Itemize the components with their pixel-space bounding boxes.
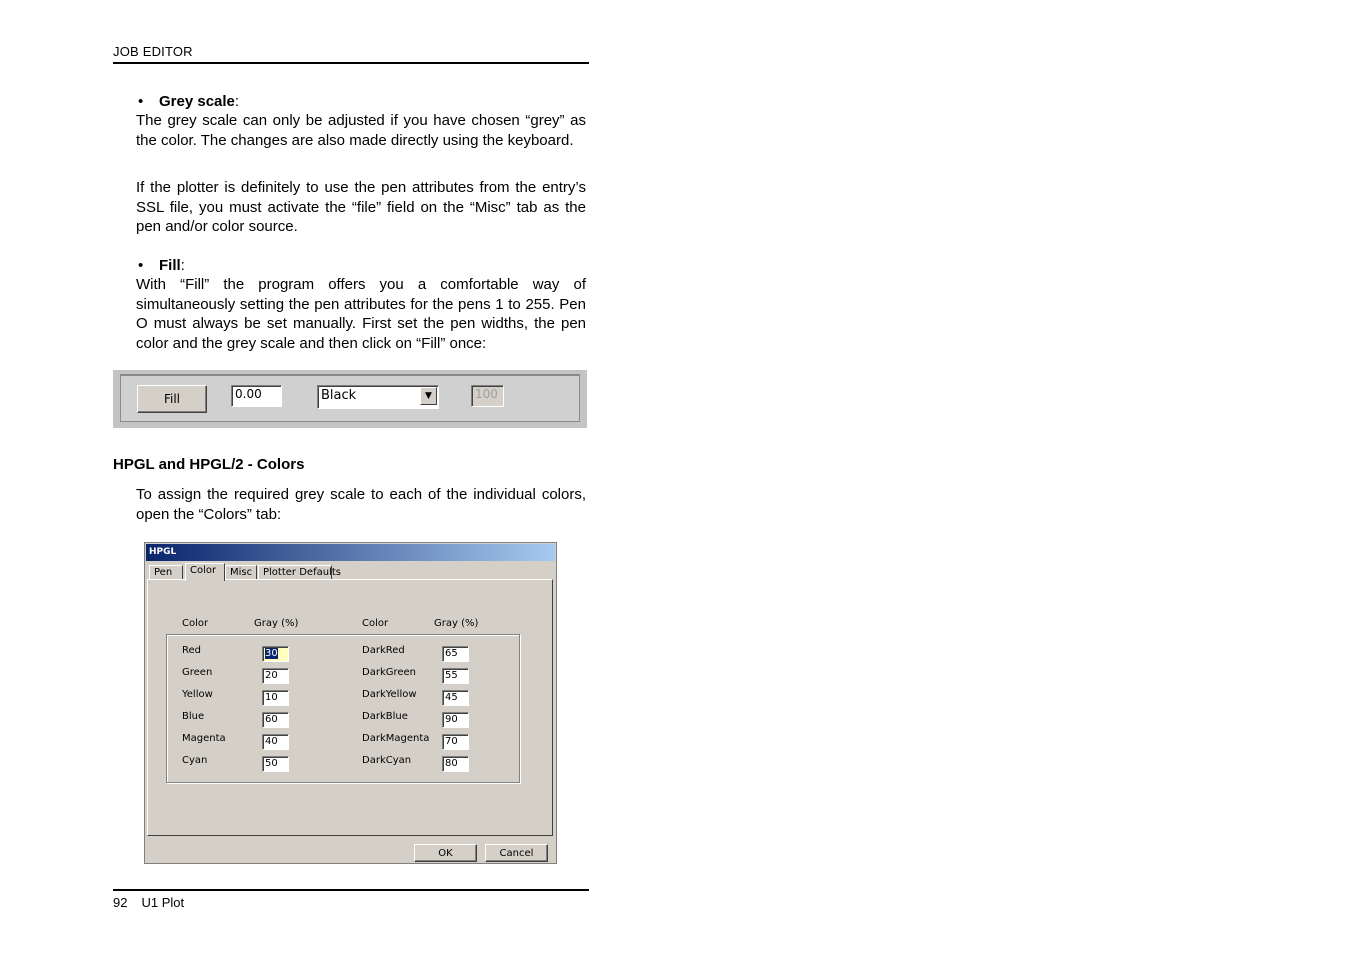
gray-value-red: 30 [265,648,278,659]
pen-color-select[interactable] [317,385,439,409]
pen-width-input[interactable]: 0.00 [231,385,282,407]
right-color-header: Color [362,618,389,629]
pen-attributes-paragraph: If the plotter is definitely to use the pen attributes from the entry’s SSL file, you must activate the “file” field on the “Misc” tab as the pen and/or color source. [136,179,586,235]
fill-toolbar-screenshot [113,370,587,428]
grey-scale-bullet [138,92,239,111]
gray-input-darkred[interactable]: 65 [442,646,469,662]
bullet-dot: • [138,257,144,274]
product-name: U1 Plot [141,895,185,910]
gray-input-red[interactable] [262,646,289,662]
grey-scale-colon: : [234,93,240,110]
running-header: JOB EDITOR [113,44,193,59]
color-label-darkblue: DarkBlue [362,711,408,722]
hpgl-colors-paragraph: To assign the required grey scale to each of the individual colors, open the “Colors” tab: [136,486,586,523]
color-label-magenta: Magenta [182,733,226,744]
tab-pen[interactable]: Pen [149,565,183,580]
gray-input-darkgreen[interactable]: 55 [442,668,469,684]
tab-misc[interactable]: Misc [225,565,257,580]
color-label-darkyellow: DarkYellow [362,689,417,700]
dialog-titlebar: HPGL [146,544,555,561]
gray-input-darkblue[interactable]: 90 [442,712,469,728]
fill-bullet [138,256,185,275]
footer-rule [113,889,589,891]
grey-scale-heading: Grey scale [159,93,235,110]
ok-button[interactable]: OK [414,844,477,862]
grey-scale-paragraph: The grey scale can only be adjusted if you have chosen “grey” as the color. The changes are also made directly using the keyboard. [136,112,586,149]
gray-input-darkyellow[interactable]: 45 [442,690,469,706]
cancel-button[interactable]: Cancel [485,844,548,862]
grey-scale-input: 100 [471,385,504,407]
hpgl-dialog [144,542,557,864]
gray-input-magenta[interactable]: 40 [262,734,289,750]
left-gray-header: Gray (%) [254,618,299,629]
chevron-down-icon[interactable]: ▼ [420,387,437,405]
color-tab-panel [147,579,553,836]
color-label-darkred: DarkRed [362,645,405,656]
page-footer [113,895,198,910]
color-label-darkmagenta: DarkMagenta [362,733,430,744]
color-label-yellow: Yellow [182,689,213,700]
pen-color-selected: Black [321,388,357,403]
header-rule [113,62,589,64]
color-label-darkgreen: DarkGreen [362,667,417,678]
gray-input-yellow[interactable]: 10 [262,690,289,706]
gray-input-darkcyan[interactable]: 80 [442,756,469,772]
fill-paragraph: With “Fill” the program offers you a comfortable way of simultaneously setting the pen attributes for the pens 1 to 255. Pen O must always be set manually. First set the pen widths, the pen color and the grey scale and then click on “Fill” once: [136,276,586,352]
gray-input-green[interactable]: 20 [262,668,289,684]
gray-input-cyan[interactable]: 50 [262,756,289,772]
gray-input-blue[interactable]: 60 [262,712,289,728]
fill-heading: Fill [159,257,181,274]
right-gray-header: Gray (%) [434,618,479,629]
fill-toolbar-panel [120,374,580,422]
gray-input-darkmagenta[interactable]: 70 [442,734,469,750]
color-label-green: Green [182,667,213,678]
fill-button[interactable]: Fill [137,385,207,413]
tab-color[interactable]: Color [185,563,225,581]
color-label-blue: Blue [182,711,205,722]
tab-plotter-defaults[interactable]: Plotter Defaults [258,565,332,580]
bullet-dot: • [138,93,144,110]
color-label-darkcyan: DarkCyan [362,755,412,766]
hpgl-colors-heading: HPGL and HPGL/2 - Colors [113,456,305,473]
left-color-header: Color [182,618,209,629]
page-number: 92 [113,895,128,910]
color-label-red: Red [182,645,201,656]
fill-colon: : [180,257,185,274]
color-label-cyan: Cyan [182,755,208,766]
